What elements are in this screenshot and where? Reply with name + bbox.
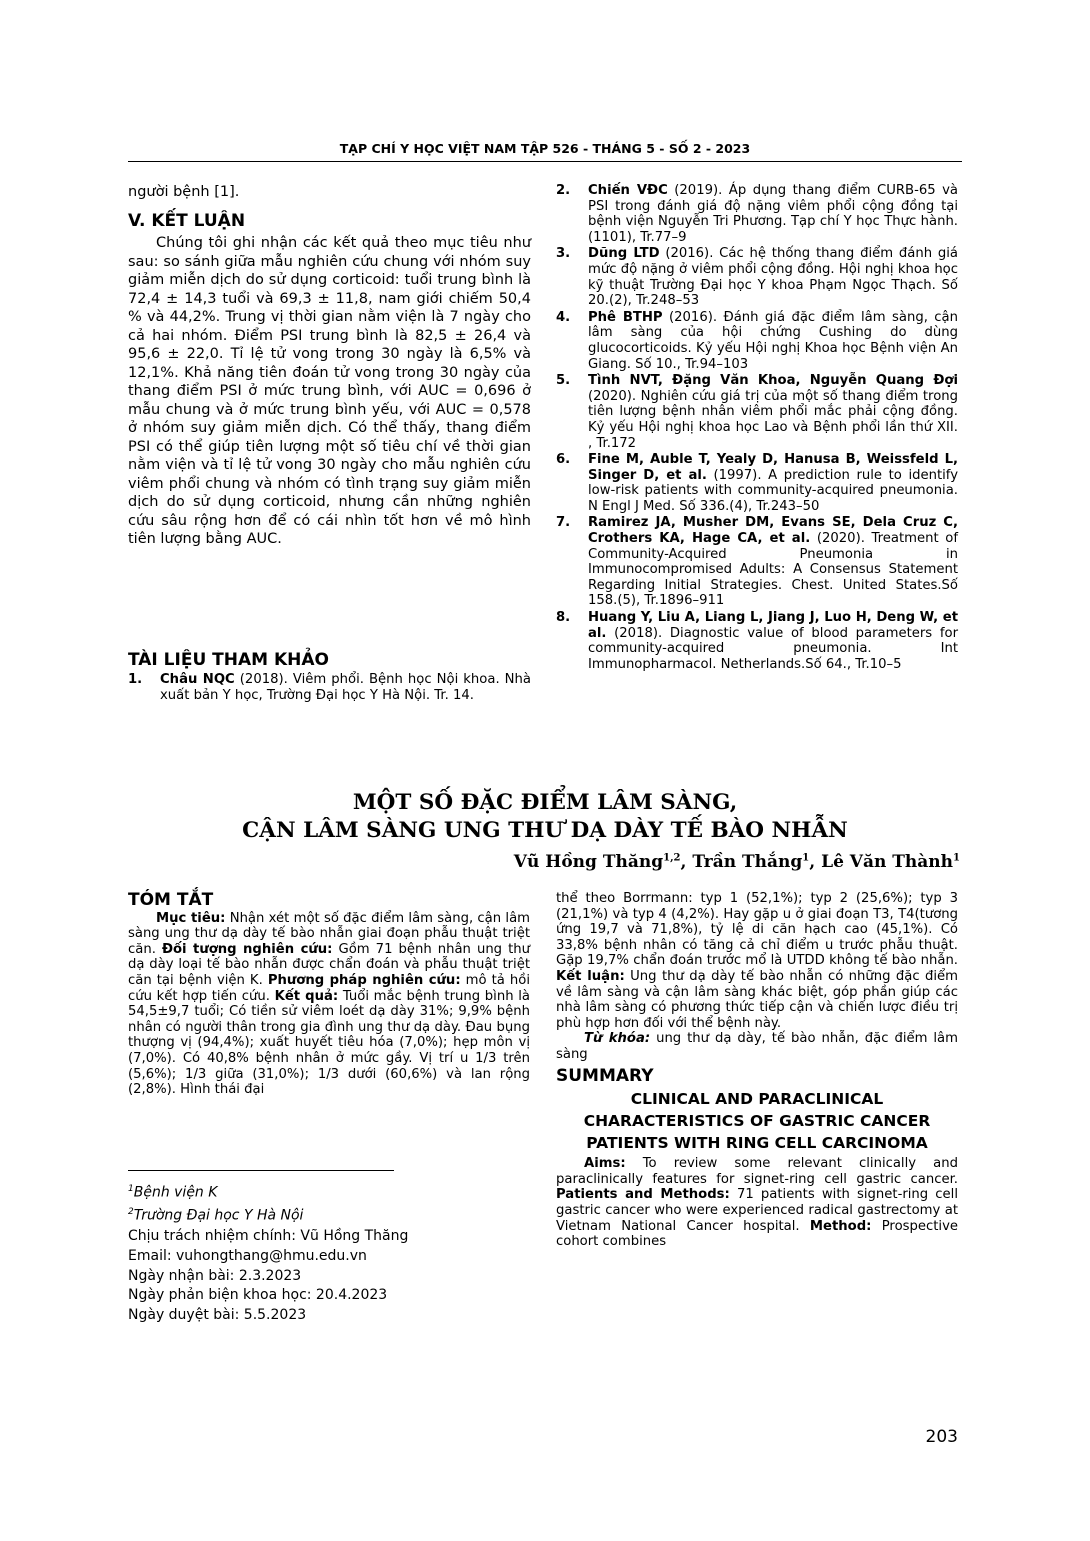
running-header: TẠP CHÍ Y HỌC VIỆT NAM TẬP 526 - THÁNG 5 - SỐ 2 - 2023 <box>339 141 751 156</box>
keywords-paragraph <box>556 1031 958 1062</box>
aims-text: To review some relevant clinically and paraclinically features for signet-ring cell gastric cancer. <box>556 1156 958 1187</box>
reference-number: 6. <box>556 452 571 468</box>
objective-text: Nhận xét một số đặc điểm lâm sàng, cận lâm sàng ung thư dạ dày tế bào nhẫn giai đoạn phẫu thuật triệt căn. <box>128 910 530 957</box>
patients-methods-text: 71 patients with signet-ring cell gastric cancer who were experienced radical gastrectomy at Vietnam National Cancer hospital. <box>556 1187 959 1234</box>
reference-item <box>556 373 958 451</box>
reference-list-right <box>556 183 958 673</box>
reference-details: (2020). Treatment of Community-Acquired Pneumonia in Immunocompromised Adults: A Consensus Statement Regarding Initial Strategies. Chest. United States.Số 158.(5), Tr.1896–911 <box>588 531 958 609</box>
summary-paragraph <box>556 1156 958 1250</box>
affiliation-1-text: Bệnh viện K <box>133 1184 218 1201</box>
reference-authors: Phê BTHP <box>588 309 663 325</box>
method-text: Prospective cohort combines <box>556 1218 958 1250</box>
reference-details: (2018). Diagnostic value of blood parameters for community-acquired pneumonia. Int Immunopharmacol. Netherlands.Số 64., Tr.10–5 <box>588 625 958 672</box>
footnote <box>128 1180 408 1326</box>
reference-authors: Fine M, Auble T, Yealy D, Hanusa B, Weissfeld L, Singer D, et al. <box>588 452 958 483</box>
affiliation-2-text: Trường Đại học Y Hà Nội <box>133 1208 304 1225</box>
article-title-line-1: MỘT SỐ ĐẶC ĐIỂM LÂM SÀNG, <box>352 790 738 815</box>
conclusion-paragraph: Chúng tôi ghi nhận các kết quả theo mục tiêu như sau: so sánh giữa mẫu nghiên cứu chung với nhóm suy giảm miễn dịch do sử dụng corticoid: tuổi trung bình là 72,4 ± 14,3 tuổi và 69,3 ± 11,8, nam giới chiếm 50,4 % và 44,2%. Trung vị thời gian nằm viện là 7 ngày cho cả hai nhóm. Điểm PSI trung bình là 82,5 ± 26,4 và 95,6 ± 22,0. Tỉ lệ tử vong trong 30 ngày là 6,5% và 12,1%. Khả năng tiên đoán tử vong trong 30 ngày của thang điểm PSI ở mức trung bình, với AUC = 0,696 ở mẫu chung và ở mức trung bình yếu, với AUC = 0,578 ở nhóm suy giảm miễn dịch. Có thể thấy, thang điểm PSI có thể giúp tiên lượng một số tiêu chí về thời gian nằm viện và tỉ lệ tử vong 30 ngày cho mẫu nghiên cứu viêm phổi chung và nhóm có tình trạng suy giảm miễn dịch do sử dụng corticoid, nhưng cần những nghiên cứu sâu rộng hơn để có cái nhìn tốt hơn về mô hình tiên lượng bằng AUC. <box>128 235 531 547</box>
reference-text <box>160 672 531 703</box>
conclusion-label: Kết luận: <box>556 968 625 984</box>
corresponding-author: Chịu trách nhiệm chính: Vũ Hồng Thăng <box>128 1227 409 1244</box>
author-list <box>514 852 960 872</box>
reference-details: (2019). Áp dụng thang điểm CURB-65 và PSI trong đánh giá độ nặng viêm phổi cộng đồng tại bệnh viện Nguyễn Tri Phương. Tạp chí Y học Thực hành. (1101), Tr.77–9 <box>588 183 958 245</box>
abstract-vi-left <box>128 890 531 1098</box>
summary-title: CLINICAL AND PARACLINICAL CHARACTERISTICS OF GASTRIC CANCER PATIENTS WITH RING CELL CARCINOMA <box>583 1090 931 1153</box>
author-separator: , <box>809 852 822 872</box>
references-heading: TÀI LIỆU THAM KHẢO <box>128 650 329 670</box>
header-rule <box>128 161 962 162</box>
reference-item <box>556 452 958 514</box>
reference-item <box>556 246 958 308</box>
reference-text <box>588 373 958 451</box>
carryover-text: người bệnh [1]. <box>128 184 240 200</box>
reference-number: 8. <box>556 610 571 626</box>
results-text-a: Tuổi mắc bệnh trung bình là 54,5±9,7 tuổi; Có tiền sử viêm loét dạ dày 31%; 9,9% bệnh nhân có người thân trong gia đình ung thư dạ dày. Đau bụng thượng vị (94,4%); xuất huyết tiêu hóa (7,0%); hẹp môn vị (7,0%). Có 40,8% bệnh nhân ở mức gầy. Vị trí u 1/3 trên (5,6%); 1/3 giữa (31,0%); 1/3 dưới (60,6%) và lan rộng (2,8%). Hình thái đại <box>128 988 530 1098</box>
method-label: Method: <box>809 1218 872 1234</box>
reference-details: (2018). Viêm phổi. Bệnh học Nội khoa. Nhà xuất bản Y học, Trường Đại học Y Hà Nội. Tr. 14. <box>160 672 531 703</box>
reference-item <box>556 310 958 372</box>
reference-text <box>588 183 958 245</box>
abstract-paragraph-1-cont <box>556 891 958 1031</box>
summary-heading: SUMMARY <box>556 1065 654 1086</box>
reference-number: 1. <box>128 672 143 687</box>
affiliation-1 <box>128 1180 408 1203</box>
author-affiliation-marker: 1,2 <box>663 852 681 864</box>
reference-number: 3. <box>556 246 571 262</box>
reference-item <box>556 610 958 672</box>
reference-details: (2016). Các hệ thống thang điểm đánh giá mức độ nặng ở viêm phổi cộng đồng. Hội nghị khoa học kỹ thuật Trường Đại học Y khoa Phạm Ngọc Thạch. Số 20.(2), Tr.248–53 <box>588 246 958 309</box>
reference-text <box>588 246 958 308</box>
reference-authors: Châu NQC <box>160 672 235 687</box>
page-number: 203 <box>925 1427 958 1447</box>
reference-item <box>556 183 958 245</box>
reference-details: (1997). A prediction rule to identify low-risk patients with community-acquired pneumonia. N Engl J Med. Số 336.(4), Tr.243–50 <box>588 467 958 514</box>
date-received: Ngày nhận bài: 2.3.2023 <box>128 1267 302 1284</box>
reference-text <box>588 515 958 609</box>
date-reviewed: Ngày phản biện khoa học: 20.4.2023 <box>128 1287 388 1304</box>
reference-list-left <box>128 672 531 703</box>
reference-authors: Huang Y, Liu A, Liang L, Jiang J, Luo H, Deng W, et al. <box>588 610 958 641</box>
patients-methods-label: Patients and Methods: <box>556 1187 730 1203</box>
reference-authors: Chiến VĐC <box>588 183 668 198</box>
conclusion-section <box>128 183 531 549</box>
reference-number: 4. <box>556 309 571 325</box>
reference-authors: Ramirez JA, Musher DM, Evans SE, Dela Cruz C, Crothers KA, Hage CA, et al. <box>588 515 958 547</box>
keywords-label: Từ khóa: <box>584 1031 651 1047</box>
reference-text <box>588 610 958 672</box>
article-title-line-2: CẬN LÂM SÀNG UNG THƯ DẠ DÀY TẾ BÀO NHẪN <box>242 818 848 843</box>
methods-text: mô tả hồi cứu kết hợp tiến cứu. <box>128 972 531 1004</box>
abstract-heading: TÓM TẮT <box>128 890 214 910</box>
reference-text <box>588 452 958 514</box>
references-left <box>128 650 531 704</box>
results-label: Kết quả: <box>274 988 339 1004</box>
reference-number: 7. <box>556 515 571 531</box>
reference-authors: Dũng LTD <box>588 246 660 262</box>
results-text-b: thể theo Borrmann: typ 1 (52,1%); typ 2 (25,6%); typ 3 (21,1%) và typ 4 (4,2%). Hay gặp u ở giai đoạn T3, T4(tương ứng 19,7 và 71,8%), tỷ lệ di căn hạch cao (45,1%). Có 33,8% bệnh nhân có tăng cả chỉ điểm u trước phẫu thuật. Gặp 19,7% chẩn đoán trước mổ là UTDD không tế bào nhẫn. <box>556 891 958 969</box>
aims-label: Aims: <box>584 1156 626 1172</box>
subjects-label: Đối tượng nghiên cứu: <box>161 941 333 957</box>
author-name: Trần Thắng <box>692 852 803 872</box>
reference-item <box>556 515 958 609</box>
author-affiliation-marker: 1 <box>953 852 960 864</box>
methods-label: Phương pháp nghiên cứu: <box>267 972 461 988</box>
footnote-rule <box>128 1170 394 1171</box>
author-affiliation-marker: 1 <box>802 852 810 864</box>
conclusion-heading: V. KẾT LUẬN <box>128 210 246 231</box>
affiliation-2-marker: 2 <box>128 1207 134 1218</box>
abstract-vi-right <box>556 891 958 1250</box>
reference-number: 2. <box>556 183 571 198</box>
date-accepted: Ngày duyệt bài: 5.5.2023 <box>128 1307 307 1324</box>
affiliation-2 <box>128 1203 408 1226</box>
email: Email: vuhongthang@hmu.edu.vn <box>128 1247 367 1264</box>
reference-number: 5. <box>556 373 571 389</box>
reference-item <box>128 672 531 703</box>
author-name: Vũ Hồng Thăng <box>513 852 664 872</box>
reference-details: (2020). Nghiên cứu giá trị của một số thang điểm trong tiên lượng bệnh nhân viêm phổi mắc phải cộng đồng. Kỷ yếu Hội nghị khoa học Lao và Bệnh phổi lần thứ XII. , Tr.172 <box>588 388 958 451</box>
reference-details: (2016). Đánh giá đặc điểm lâm sàng, cận lâm sàng của hội chứng Cushing do dùng glucocorticoids. Kỷ yếu Hội nghị Khoa học Bệnh viện An Giang. Số 10., Tr.94–103 <box>588 309 959 372</box>
abstract-paragraph-1 <box>128 911 530 1098</box>
subjects-text: Gồm 71 bệnh nhân ung thư dạ dày loại tế bào nhẫn được chẩn đoán và phẫu thuật triệt căn tại bệnh viện K. <box>128 941 530 988</box>
reference-text <box>588 310 958 372</box>
author-separator: , <box>680 852 693 872</box>
keywords-text: ung thư dạ dày, tế bào nhẫn, đặc điểm lâm sàng <box>556 1031 958 1062</box>
conclusion-text: Ung thư dạ dày tế bào nhẫn có những đặc điểm về lâm sàng và cận lâm sàng khác biệt, góp phần giúp các nhà lâm sàng có phương thức tiếp cận và chiến lược điều trị phù hợp hơn đối với thể bệnh này. <box>556 968 958 1031</box>
reference-authors: Tình NVT, Đặng Văn Khoa, Nguyễn Quang Đợi <box>588 373 958 389</box>
author-name: Lê Văn Thành <box>821 852 954 872</box>
affiliation-1-marker: 1 <box>128 1184 134 1194</box>
objective-label: Mục tiêu: <box>156 910 226 926</box>
